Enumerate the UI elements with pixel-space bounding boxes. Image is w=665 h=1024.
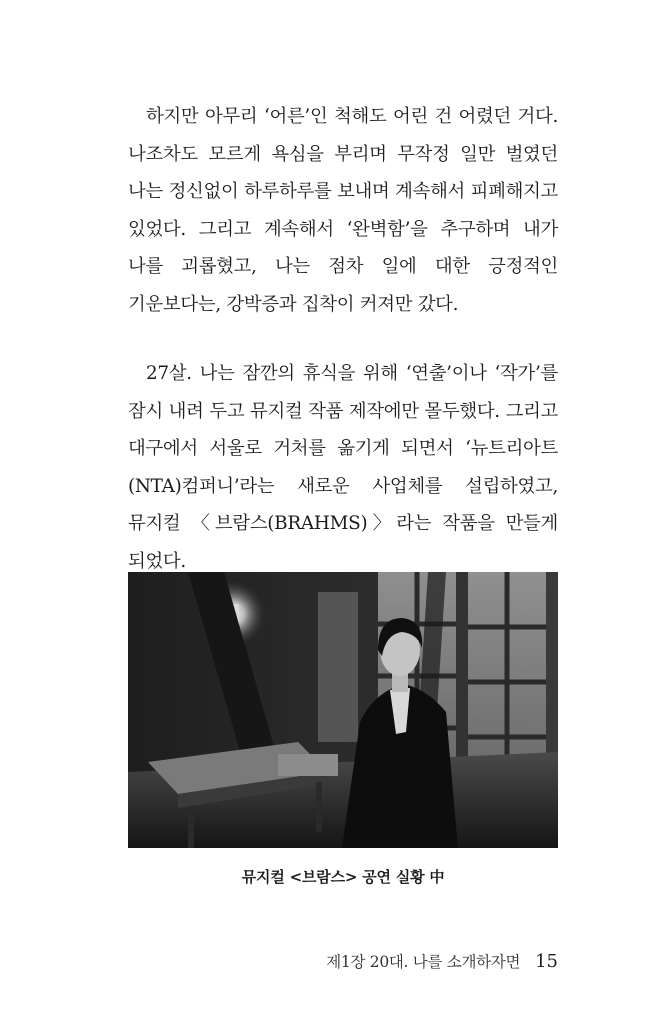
performance-photo: [128, 572, 558, 848]
running-header-chapter: 제1장 20대. 나를 소개하자면: [326, 953, 521, 971]
body-paragraph-2: 27살. 나는 잠깐의 휴식을 위해 ‘연출’이나 ‘작가’를 잠시 내려 두고 뮤지컬 작품 제작에만 몰두했다. 그리고 대구에서 서울로 거처를 옮기게 되면서 ‘뉴트리아트(NTA)컴퍼니’라는 새로운 사업체를 설립하였고, 뮤지컬 〈브람스(BRAHMS)〉라는 작품을 만들게 되었다.: [128, 363, 558, 572]
page-number: 15: [535, 951, 558, 972]
figure-caption: 뮤지컬 <브람스> 공연 실황 中: [241, 868, 445, 886]
body-paragraph-1: 하지만 아무리 ‘어른’인 척해도 어린 건 어렸던 거다. 나조차도 모르게 욕심을 부리며 무작정 일만 벌였던 나는 정신없이 하루하루를 보내며 계속해서 피폐해지고 있었다. 그리고 계속해서 ‘완벽함’을 추구하며 내가 나를 괴롭혔고, 나는 점차 일에 대한 긍정적인 기운보다는, 강박증과 집착이 커져만 갔다.: [128, 106, 558, 315]
page-footer: [326, 950, 558, 972]
